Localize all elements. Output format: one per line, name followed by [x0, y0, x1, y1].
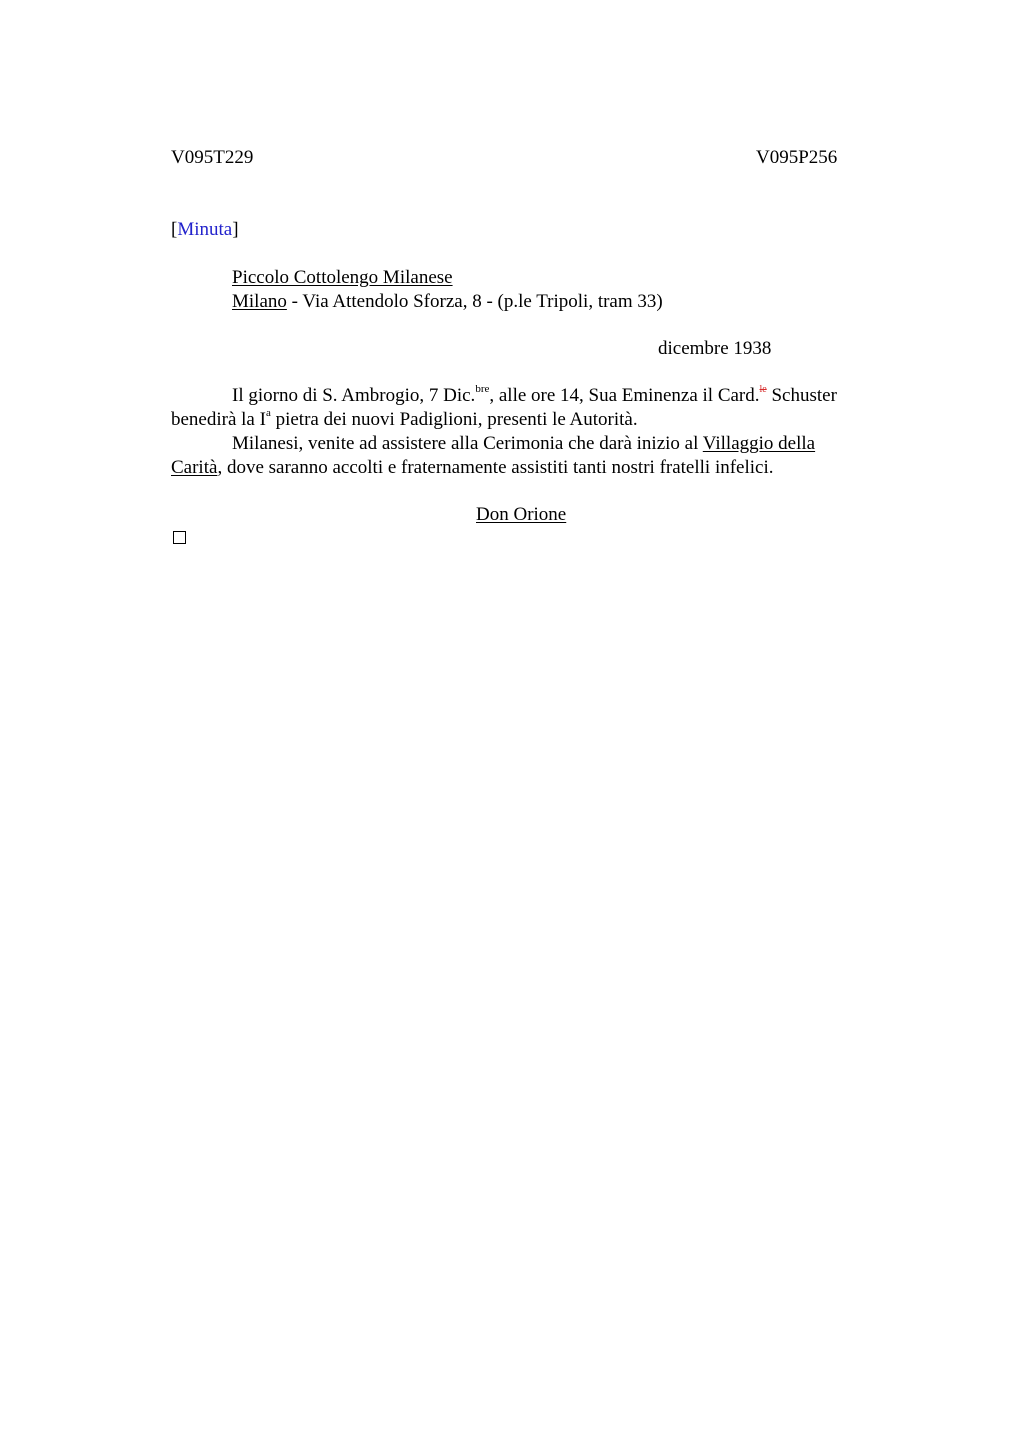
empty-checkbox-icon	[173, 531, 186, 544]
bracket-open: [	[171, 219, 178, 240]
minuta-label: Minuta	[177, 219, 233, 240]
address-city: Milano	[232, 291, 287, 312]
p2-text-b: , dove saranno accolti e fraternamente assistiti tanti nostri fratelli infelici.	[217, 457, 774, 478]
p1-superscript-a: a	[265, 406, 271, 419]
p2-underlined-villaggio: Villaggio della	[702, 433, 816, 454]
reference-code-right: V095P256	[756, 147, 838, 168]
p1-text-a: Il giorno di S. Ambrogio, 7 Dic.	[232, 385, 476, 406]
p1-text-b: , alle ore 14, Sua Eminenza il Card.	[489, 385, 760, 406]
signature: Don Orione	[476, 504, 567, 525]
bracket-close: ]	[232, 219, 239, 240]
p1-text-c: Schuster	[766, 385, 837, 406]
reference-code-left: V095T229	[171, 147, 254, 168]
p1-text-d: benedirà la I	[171, 409, 266, 430]
address-street	[232, 290, 663, 314]
body-paragraph-2	[171, 432, 893, 480]
p1-deleted-text: le	[759, 383, 767, 395]
address-institution: Piccolo Cottolengo Milanese	[232, 267, 453, 288]
p1-superscript-bre: bre	[475, 382, 490, 395]
letter-date: dicembre 1938	[658, 338, 772, 359]
p1-text-e: pietra dei nuovi Padiglioni, presenti le Autorità.	[270, 409, 638, 430]
p2-text-a: Milanesi, venite ad assistere alla Cerimonia che darà inizio al	[232, 433, 703, 454]
address-rest: - Via Attendolo Sforza, 8 - (p.le Tripoli, tram 33)	[286, 291, 663, 312]
body-paragraph-1	[171, 384, 893, 432]
document-type-label	[171, 218, 239, 242]
p2-underlined-carita: Carità	[171, 457, 218, 478]
